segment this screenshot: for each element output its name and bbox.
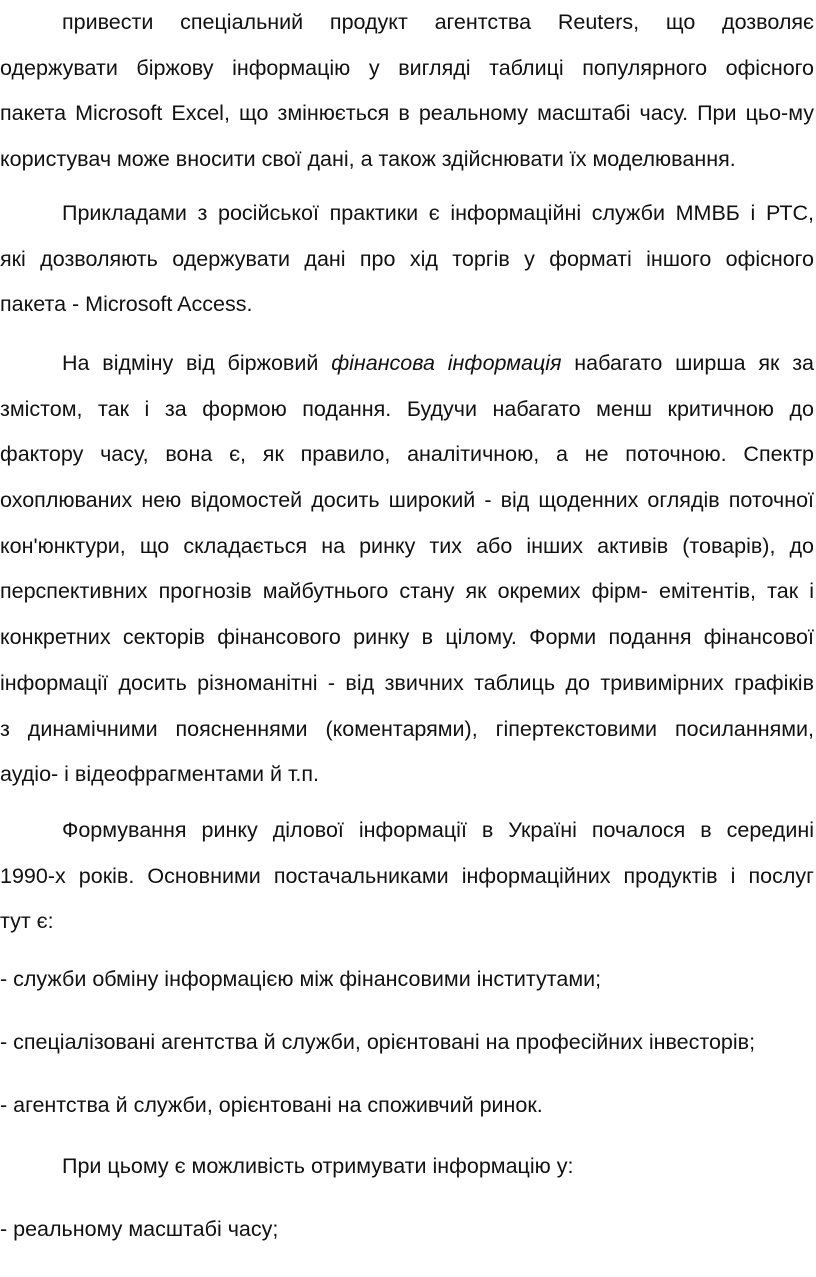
text-line: тут є: xyxy=(0,909,54,934)
text-fragment: набагато ширша як за xyxy=(561,351,814,375)
list-item: - агентства й служби, орієнтовані на споживчий ринок. xyxy=(0,1093,543,1117)
list-item: - реальному масштабі часу; xyxy=(0,1217,279,1241)
text-fragment: На відміну від біржовий xyxy=(62,351,332,375)
text-line: пакета Microsoft Excel, що змінюється в реальному масштабі часу. При цьо-му xyxy=(0,101,814,126)
list-item: - служби обміну інформацією між фінансовими інститутами; xyxy=(0,967,602,991)
text-line: кон'юнктури, що складається на ринку тих або інших активів (товарів), до xyxy=(0,533,814,558)
text-line xyxy=(0,341,814,387)
text-line: користувач може вносити свої дані, а також здійснювати їх моделювання. xyxy=(0,147,736,172)
text-line: з динамічними поясненнями (коментарями), гіпертекстовими посиланнями, xyxy=(0,716,814,741)
text-line: привести спеціальний продукт агентства Reuters, що дозволяє xyxy=(62,10,814,34)
italic-term: фінансова інформація xyxy=(331,351,562,375)
text-line: конкретних секторів фінансового ринку в цілому. Форми подання фінансової xyxy=(0,625,814,650)
text-line: фактору часу, вона є, як правило, аналітичною, а не поточною. Спектр xyxy=(0,442,814,467)
paragraph-financial-info xyxy=(0,341,814,798)
text-line: 1990-х років. Основними постачальниками інформаційних продуктів і послуг xyxy=(0,863,814,888)
text-line: Прикладами з російської практики є інформаційні служби ММВБ і РТС, xyxy=(62,201,814,225)
text-line: охоплюваних нею відомостей досить широкий - від щоденних оглядів поточної xyxy=(0,488,814,513)
text-line: змістом, так і за формою подання. Будучи набагато менш критичною до xyxy=(0,396,814,421)
text-line: аудіо- і відеофрагментами й т.п. xyxy=(0,762,319,787)
list-item: - спеціалізовані агентства й служби, орієнтовані на професійних інвесторів; xyxy=(0,1030,756,1054)
text-line: Формування ринку ділової інформації в Україні почалося в середині xyxy=(62,818,814,842)
paragraph-ukraine-market xyxy=(0,808,814,945)
paragraph-possibility: При цьому є можливість отримувати інформацію у: xyxy=(62,1154,574,1178)
text-line: інформації досить різноманітні - від звичних таблиць до тривимірних графіків xyxy=(0,670,814,695)
text-line: перспективних прогнозів майбутнього стану як окремих фірм- емітентів, так і xyxy=(0,579,814,604)
text-line: одержувати біржову інформацію у вигляді таблиці популярного офісного xyxy=(0,55,814,80)
text-line: пакета - Microsoft Access. xyxy=(0,292,253,317)
paragraph-mmvb xyxy=(0,191,814,328)
text-line: які дозволяють одержувати дані про хід торгів у форматі іншого офісного xyxy=(0,246,814,271)
paragraph-reuters xyxy=(0,0,814,183)
